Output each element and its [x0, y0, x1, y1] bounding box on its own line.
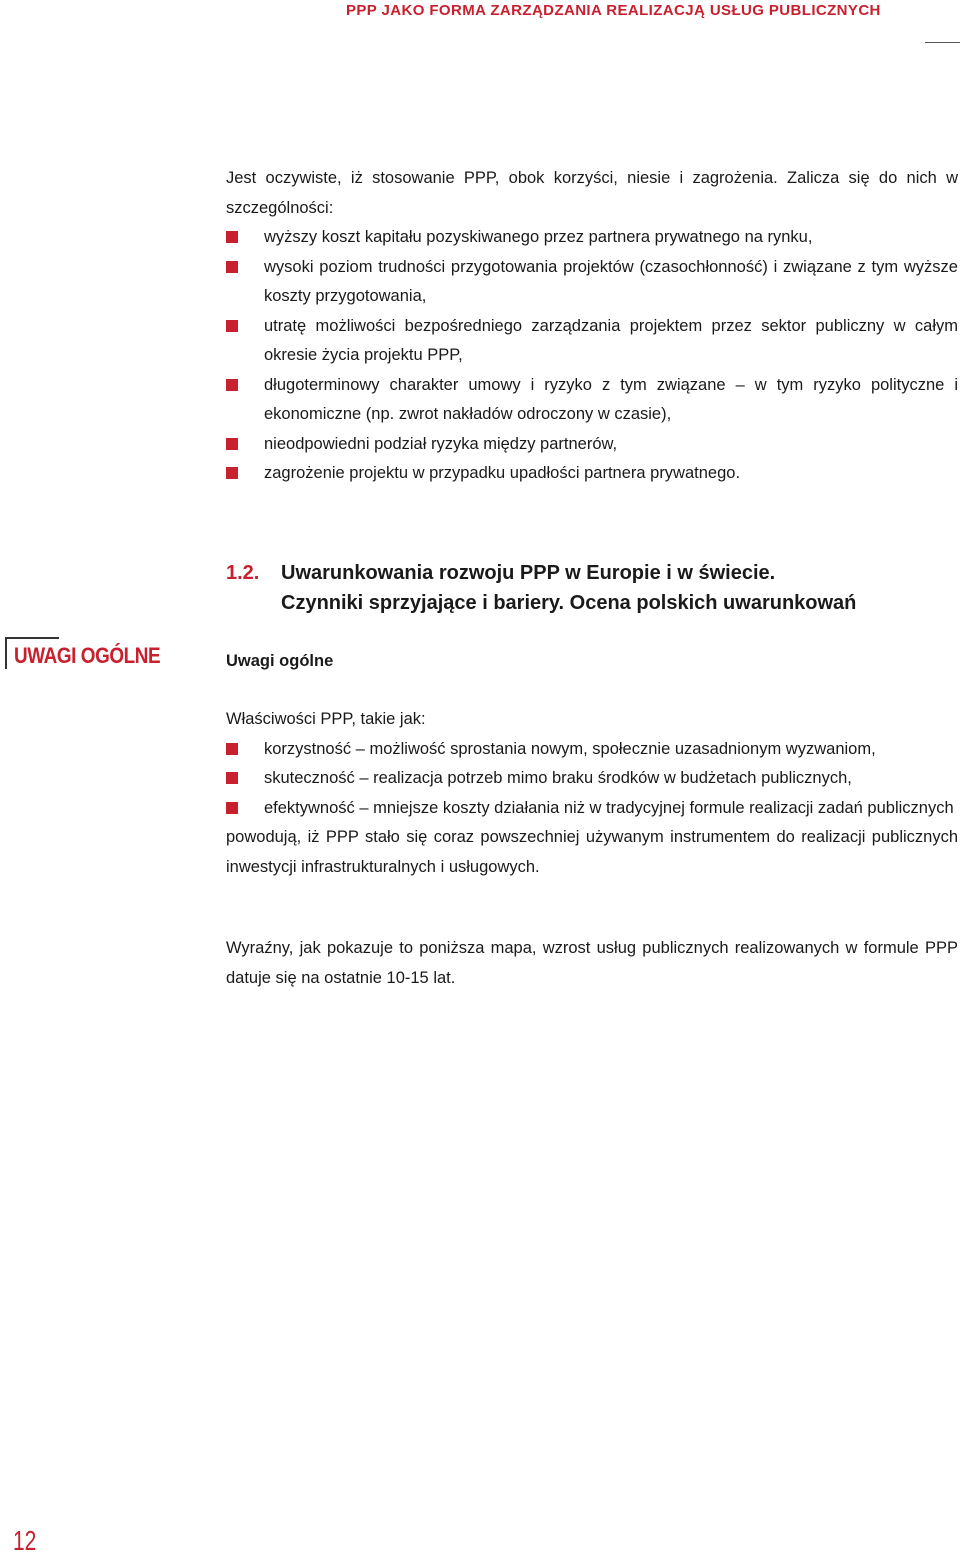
list-item: [226, 430, 958, 460]
list-item: [226, 371, 958, 430]
list-item-text: nieodpowiedni podział ryzyka między partnerów,: [264, 434, 618, 453]
square-bullet-icon: [226, 261, 238, 273]
properties-list: [226, 735, 958, 824]
square-bullet-icon: [226, 379, 238, 391]
section-title: [281, 558, 941, 618]
list-item: [226, 764, 958, 794]
side-label-bracket: [5, 637, 7, 669]
square-bullet-icon: [226, 231, 238, 243]
list-item-text: utratę możliwości bezpośredniego zarządzania projektem przez sektor publiczny w całym okresie życia projektu PPP,: [264, 316, 958, 364]
list-item-text: długoterminowy charakter umowy i ryzyko z tym związane – w tym ryzyko polityczne i ekonomiczne (np. zwrot nakładów odroczony w czasie),: [264, 375, 958, 423]
list-item: [226, 253, 958, 312]
list-item: [226, 794, 958, 824]
square-bullet-icon: [226, 467, 238, 479]
side-label: [5, 637, 160, 669]
risks-intro: Jest oczywiste, iż stosowanie PPP, obok korzyści, niesie i zagrożenia. Zalicza się do nich w szczególności:: [226, 169, 958, 217]
list-item-text: wyższy koszt kapitału pozyskiwanego przez partnera prywatnego na rynku,: [264, 228, 813, 246]
list-item: [226, 312, 958, 371]
square-bullet-icon: [226, 743, 238, 755]
page-number: 12: [13, 1525, 37, 1556]
list-item-text: efektywność – mniejsze koszty działania niż w tradycyjnej formule realizacji zadań publicznych: [264, 798, 954, 817]
properties-block: [226, 705, 958, 882]
side-label-bracket-top: [5, 637, 59, 639]
list-item-text: zagrożenie projektu w przypadku upadłości partnera prywatnego.: [264, 464, 741, 482]
list-item: [226, 223, 958, 253]
section-title-line1: Uwarunkowania rozwoju PPP w Europie i w świecie.: [281, 562, 776, 584]
square-bullet-icon: [226, 438, 238, 450]
properties-conclusion: powodują, iż PPP stało się coraz powszechniej używanym instrumentem do realizacji publicznych inwestycji infrastrukturalnych i usługowych.: [226, 828, 958, 876]
square-bullet-icon: [226, 772, 238, 784]
list-item: [226, 459, 958, 489]
list-item: [226, 735, 958, 765]
risks-list: [226, 223, 958, 489]
square-bullet-icon: [226, 802, 238, 814]
risks-block: [226, 164, 958, 489]
square-bullet-icon: [226, 320, 238, 332]
list-item-text: korzystność – możliwość sprostania nowym, społecznie uzasadnionym wyzwaniom,: [264, 739, 876, 758]
closing-paragraph: Wyraźny, jak pokazuje to poniższa mapa, wzrost usług publicznych realizowanych w formule PPP datuje się na ostatnie 10-15 lat.: [226, 939, 958, 987]
section-title-line2: Czynniki sprzyjające i bariery. Ocena polskich uwarunkowań: [281, 592, 857, 614]
side-label-text: UWAGI OGÓLNE: [14, 643, 161, 668]
subheading: Uwagi ogólne: [226, 652, 334, 670]
section-number: 1.2.: [226, 562, 260, 584]
list-item-text: skuteczność – realizacja potrzeb mimo braku środków w budżetach publicznych,: [264, 769, 852, 787]
list-item-text: wysoki poziom trudności przygotowania projektów (czasochłonność) i związane z tym wyższe koszty przygotowania,: [264, 257, 958, 305]
properties-intro: Właściwości PPP, takie jak:: [226, 710, 426, 728]
section-heading: [226, 558, 958, 618]
running-header: PPP JAKO FORMA ZARZĄDZANIA REALIZACJĄ USŁUG PUBLICZNYCH: [346, 2, 881, 19]
header-rule: [925, 42, 960, 43]
